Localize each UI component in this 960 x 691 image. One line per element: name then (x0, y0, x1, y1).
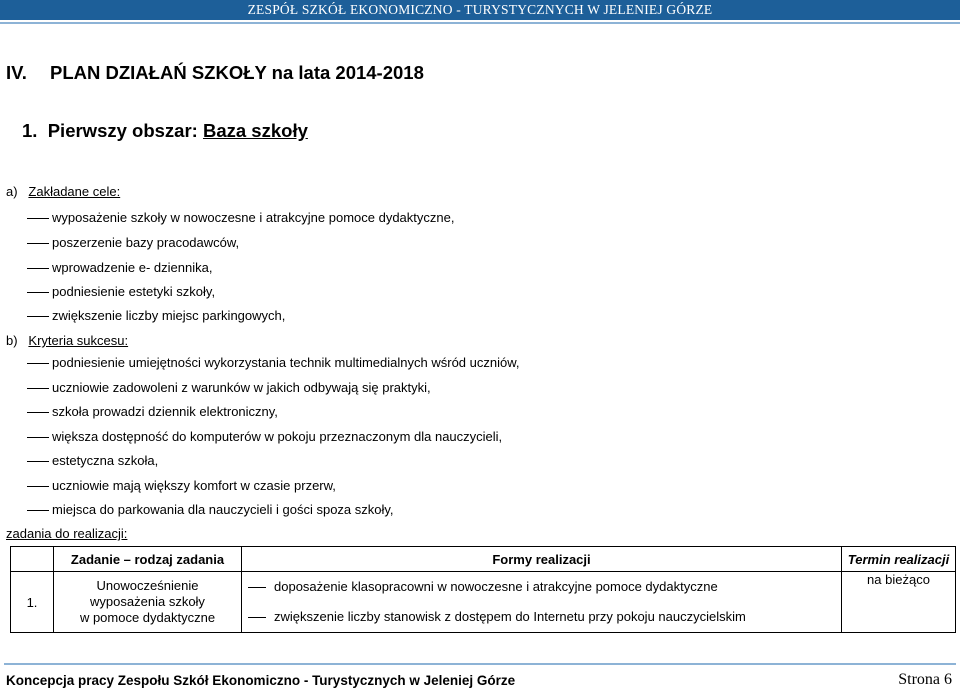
page-number: Strona 6 (898, 671, 952, 688)
header-num (11, 547, 54, 572)
header-formy: Formy realizacji (242, 547, 842, 572)
header-zadanie: Zadanie – rodzaj zadania (54, 547, 242, 572)
goal-item: podniesienie estetyki szkoły, (27, 284, 215, 300)
section-number: 1. (22, 120, 38, 141)
dash-bullet (27, 388, 49, 389)
forma-item: zwiększenie liczby stanowisk z dostępem do Internetu przy pokoju nauczycielskim (242, 602, 841, 632)
dash-bullet (27, 268, 49, 269)
page-header (0, 0, 960, 20)
criteria-item: większa dostępność do komputerów w pokoju przeznaczonym dla nauczycieli, (27, 429, 502, 445)
dash-bullet (27, 363, 49, 364)
row-termin: na bieżąco (842, 572, 956, 633)
dash-bullet (27, 510, 49, 511)
criteria-item: estetyczna szkoła, (27, 453, 158, 469)
goals-marker: a) (6, 184, 18, 199)
goal-item: wprowadzenie e- dziennika, (27, 260, 212, 276)
dash-bullet (27, 486, 49, 487)
header-termin: Termin realizacji (842, 547, 956, 572)
criteria-item: uczniowie zadowoleni z warunków w jakich odbywają się praktyki, (27, 380, 431, 396)
forma-item: doposażenie klasopracowni w nowoczesne i atrakcyjne pomoce dydaktyczne (242, 572, 841, 602)
dash-bullet (248, 617, 266, 618)
tasks-table (10, 546, 956, 633)
table-header-row (11, 547, 956, 572)
header-rule (0, 22, 960, 24)
chapter-heading (6, 62, 424, 84)
section-heading (22, 120, 308, 142)
dash-bullet (27, 292, 49, 293)
goals-title: Zakładane cele: (28, 184, 121, 199)
section-name: Baza szkoły (202, 120, 308, 141)
goal-item: wyposażenie szkoły w nowoczesne i atrakcyjne pomoce dydaktyczne, (27, 210, 454, 226)
tasks-heading: zadania do realizacji: (6, 526, 128, 541)
dash-bullet (27, 437, 49, 438)
footer-title: Koncepcja pracy Zespołu Szkół Ekonomiczno - Turystycznych w Jeleniej Górze (6, 673, 516, 688)
chapter-number: IV. (6, 62, 27, 83)
goal-item: poszerzenie bazy pracodawców, (27, 235, 239, 251)
row-number: 1. (11, 572, 54, 633)
criteria-item: szkoła prowadzi dziennik elektroniczny, (27, 404, 278, 420)
row-zadanie: Unowocześnienie wyposażenia szkoły w pomoce dydaktyczne (54, 572, 242, 633)
dash-bullet (27, 243, 49, 244)
criteria-item: uczniowie mają większy komfort w czasie przerw, (27, 478, 336, 494)
chapter-title: PLAN DZIAŁAŃ SZKOŁY na lata 2014-2018 (50, 62, 424, 83)
dash-bullet (27, 218, 49, 219)
dash-bullet (27, 316, 49, 317)
header-title: ZESPÓŁ SZKÓŁ EKONOMICZNO - TURYSTYCZNYCH W JELENIEJ GÓRZE (247, 2, 713, 17)
criteria-item: podniesienie umiejętności wykorzystania technik multimedialnych wśród uczniów, (27, 355, 520, 371)
goal-item: zwiększenie liczby miejsc parkingowych, (27, 308, 285, 324)
section-prefix: Pierwszy obszar: (47, 120, 198, 141)
footer-rule (4, 663, 956, 665)
table-row (11, 572, 956, 633)
dash-bullet (27, 412, 49, 413)
criteria-item: miejsca do parkowania dla nauczycieli i gości spoza szkoły, (27, 502, 394, 518)
criteria-marker: b) (6, 333, 18, 348)
dash-bullet (248, 587, 266, 588)
row-formy (242, 572, 842, 633)
dash-bullet (27, 461, 49, 462)
goals-heading (6, 184, 120, 200)
criteria-heading (6, 333, 128, 349)
criteria-title: Kryteria sukcesu: (28, 333, 129, 348)
